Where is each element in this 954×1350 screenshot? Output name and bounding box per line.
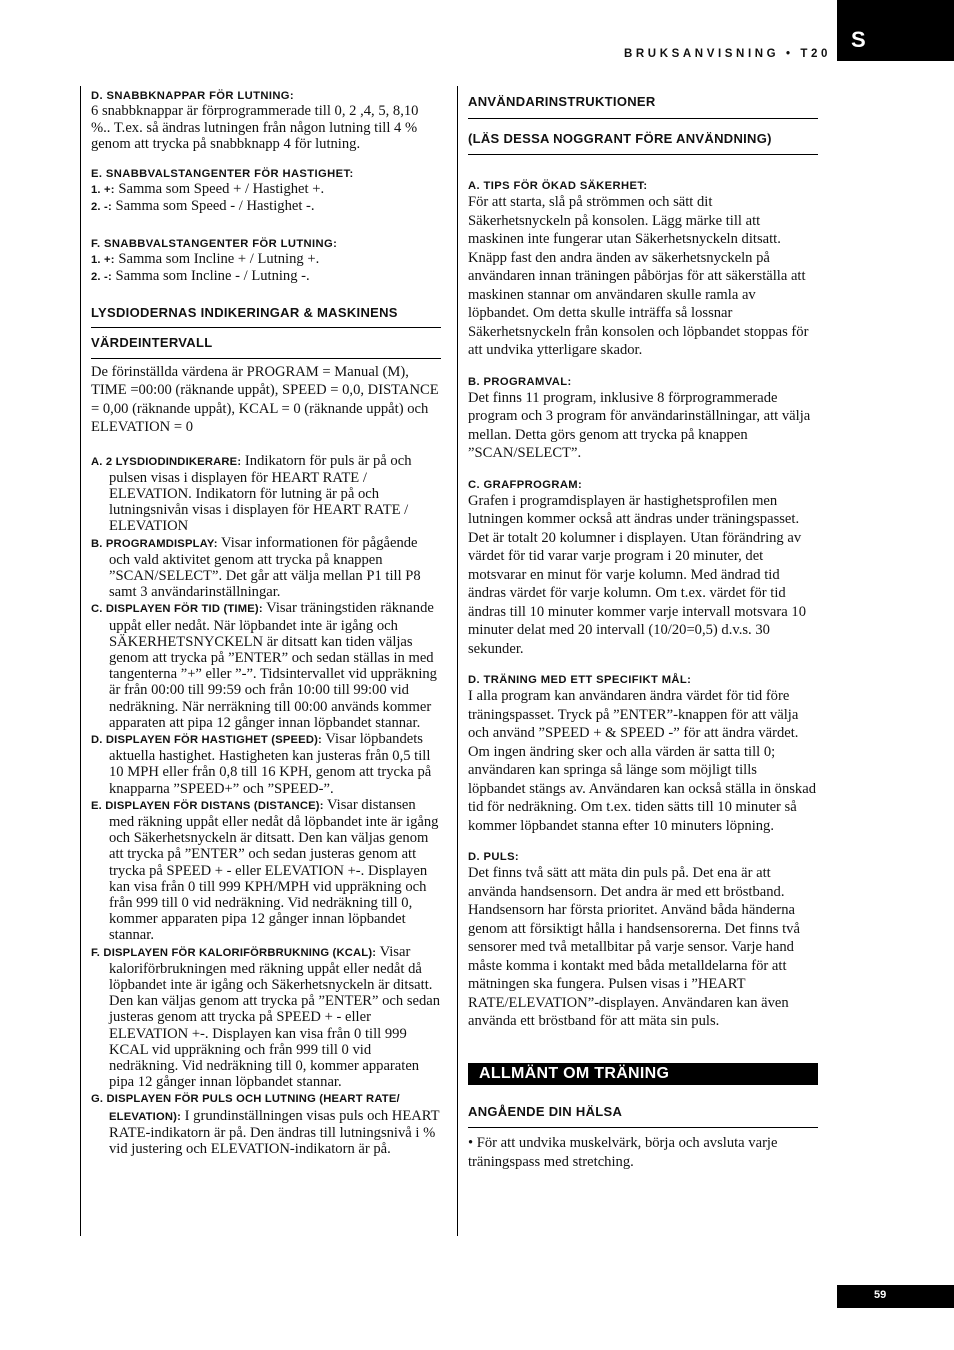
heading-d-puls: D. PULS: — [468, 851, 520, 863]
right-column — [468, 89, 818, 1171]
heading-d-snabbknappar: D. SNABBKNAPPAR FÖR LUTNING: — [91, 90, 295, 102]
display-item-b: B. PROGRAMDISPLAY: Visar informationen för pågående och vald aktivitet genom att trycka på knappen ”SCAN/SELECT”. Det går att välja mellan P1 till P8 samt 3 användarinställningar. — [91, 534, 421, 601]
item-f-1: 1. +: Samma som Incline + / Lutning +. — [91, 250, 320, 267]
heading-e-hastighet: E. SNABBVALSTANGENTER FÖR HASTIGHET: — [91, 167, 354, 180]
heading-b-programval: B. PROGRAMVAL: — [468, 375, 572, 388]
left-column-rule — [80, 86, 81, 1236]
item-e-1: 1. +: Samma som Speed + / Hastighet +. — [91, 180, 325, 197]
display-items-list — [91, 453, 441, 1158]
language-tab — [837, 0, 954, 61]
heading-d-specifikt-mal: D. TRÄNING MED ETT SPECIFIKT MÅL: — [468, 674, 692, 686]
heading-a-sakerhet: A. TIPS FÖR ÖKAD SÄKERHET: — [468, 180, 648, 192]
middle-column-rule — [457, 86, 458, 1236]
text-c-grafprogram: Grafen i programdisplayen är hastighetsprofilen men lutningen kommer också att ändras under träningspasset. Det är totalt 20 kolumner i displayen. Utan förändring av värdet för tid varar varje program i 20 minuter, det motsvarar en minut för varje kolumn. Med ändrad tid ändras värdet för varje kolumn. Om t.ex. värdet för tid ändras till 10 minuter kommer varje intervall motsvara 10 minuter delat med 20 intervall (10/20=0,5) d.v.s. 30 sekunder. — [468, 492, 806, 657]
display-item-f: F. DISPLAYEN FÖR KALORIFÖRBRUKNING (KCAL): Visar kaloriförbrukningen med räkning uppåt eller nedåt då löpbandet inte är igång och Säkerhetsnyckeln är ditsatt. Den kan väljas genom att trycka på ”ENTER” och sedan justeras genom att trycka på SPEED + - eller ELEVATION +-. Displayen kan visa från 0 till 999 KCAL vid uppräkning och från 999 till 0 vid nedräkning. Vid nedräkning till 0, kommer apparaten pipa 12 gånger innan löpbandet stannar. — [91, 943, 441, 1091]
display-item-g: G. DISPLAYEN FÖR PULS OCH LUTNING (HEART RATE/ ELEVATION): I grundinställningen visas puls och HEART RATE-indikatorn är på. Den ändras till lutningsnivå i % vid justering och ELEVATION-indikatorn är på. — [91, 1093, 440, 1158]
page-number — [837, 1285, 954, 1308]
item-f-2: 2. -: Samma som Incline - / Lutning -. — [91, 268, 310, 284]
left-column — [91, 89, 441, 1157]
display-item-a: A. 2 LYSDIODINDIKERARE: Indikatorn för puls är på och pulsen visas i displayen för HEART RATE / ELEVATION. Indikatorn för lutning är på och lutningsnivån visas i displayen för HEART RATE / ELEVATION — [91, 452, 412, 535]
section-heading-vardeintervall: VÄRDEINTERVALL — [91, 331, 441, 359]
page-number-label: 59 — [874, 1289, 887, 1301]
text-defaults: De förinställda värdena är PROGRAM = Manual (M), TIME =00:00 (räknande uppåt), SPEED = 0,0, DISTANCE = 0,00 (räknande uppåt), KCAL = 0 (räknande uppåt) och ELEVATION = 0 — [91, 363, 439, 435]
text-d-specifikt-mal: I alla program kan användaren ändra värdet för tid före träningspasset. Tryck på ”ENTER”-knappen för att välja och använd ”SPEED + & SPEED -” för att ändra värdet. Om ingen ändring sker och alla värden är satta till 0; användaren kan springa så länge som möjligt tills löpbandet stängs av. Användaren kan också ställa in önskad tid för nedräkning. Om t.ex. tiden sätts till 10 minuter så kommer löpbandet stanna efter 10 minuters löpning. — [468, 688, 816, 834]
heading-f-lutning: F. SNABBVALSTANGENTER FÖR LUTNING: — [91, 237, 338, 250]
banner-allmant-om-traning: ALLMÄNT OM TRÄNING — [468, 1063, 818, 1085]
text-b-programval: Det finns 11 program, inklusive 8 förprogrammerade program och 3 program för användarinställningar, att välja mellan. Detta görs genom att trycka på knappen ”SCAN/SELECT”. — [468, 389, 811, 461]
section-heading-lysdioder: LYSDIODERNAS INDIKERINGAR & MASKINENS — [91, 301, 441, 329]
heading-c-grafprogram: C. GRAFPROGRAM: — [468, 478, 583, 491]
section-heading-las-noggrant: (LÄS DESSA NOGGRANT FÖRE ANVÄNDNING) — [468, 126, 818, 156]
display-item-d: D. DISPLAYEN FÖR HASTIGHET (SPEED): Visar löpbandets aktuella hastighet. Hastigheten kan justeras från 0,5 till 10 MPH eller från 0,8 till 16 KPH, genom att trycka på knapparna ”SPEED+” och ”SPEED-”. — [91, 730, 432, 797]
text-d-puls: Det finns två sätt att mäta din puls på. Det ena är att använda handsensorn. Det andra är med ett bröstband. Handsensorn har första prioritet. Använd båda händerna genom att försiktigt hålla i handsensorerna. Det finns två sensorer med två metallbitar på varje sensor. Varje hand måste komma i kontakt med båda metalldelarna för att mätningen ska fungera. Pulsen visas i ”HEART RATE/ELEVATION”-displayen. Användaren kan även använda ett bröstband för att mäta sin puls. — [468, 865, 800, 1029]
display-item-e: E. DISPLAYEN FÖR DISTANS (DISTANCE): Visar distansen med räkning uppåt eller nedåt då löpbandet inte är igång och Säkerhetsnyckeln är ditsatt. Den kan väljas genom att trycka på ”ENTER” och sedan justeras genom att trycka på SPEED + - eller ELEVATION +-. Displayen kan visa från 0 till 999 KPH/MPH vid uppräkning och från 999 till 0 vid nedräkning. Vid nedräkning till 0, kommer apparaten pipa 12 gånger innan löpbandet stannar. — [91, 796, 439, 944]
text-halsa: • För att undvika muskelvärk, börja och avsluta varje träningspass med stretching. — [468, 1135, 778, 1170]
display-item-c: C. DISPLAYEN FÖR TID (TIME): Visar träningstiden räknande uppåt eller nedåt. När löpbandet inte är igång och SÄKERHETSNYCKELN är ditsatt kan tiden väljas genom att trycka på ”ENTER” och sedan ställas in med tangenterna ”+” eller ”-”. Tidsintervallet vid uppräkning är från 00:00 till 99:59 och från 10:00 till 99:00 vid nedräkning. När nerräkning till 00:00 används kommer apparaten att pipa 12 gånger innan löpbandet stannar. — [91, 600, 437, 731]
item-e-2: 2. -: Samma som Speed - / Hastighet -. — [91, 198, 315, 214]
section-heading-anvandarinstruktioner: ANVÄNDARINSTRUKTIONER — [468, 89, 818, 119]
manual-header-title: BRUKSANVISNING • T20 — [624, 48, 832, 60]
language-tab-label: S — [851, 27, 866, 52]
section-heading-halsa: ANGÅENDE DIN HÄLSA — [468, 1099, 818, 1129]
text-a-sakerhet: För att starta, slå på strömmen och sätt dit Säkerhetsnyckeln på konsolen. Lägg märke till att maskinen inte fungerar utan Säkerhetsnyckeln ditsatt. Knäpp fast den andra änden av säkerhetsnyckeln på användaren innan träningen påbörjas för att säkerställa att maskinen stannar om användaren skulle ramla av löpbandet. Om detta skulle inträffa så lossnar Säkerhetsnyckeln från konsolen och löpbandet stoppas för att undvika ytterligare skador. — [468, 194, 809, 358]
text-d-snabbknappar: 6 snabbknappar är förprogrammerade till 0, 2 ,4, 5, 8,10 %.. T.ex. så ändras lutningen från någon lutning till 4 % genom att trycka på snabbknapp 4 för lutning. — [91, 103, 419, 152]
